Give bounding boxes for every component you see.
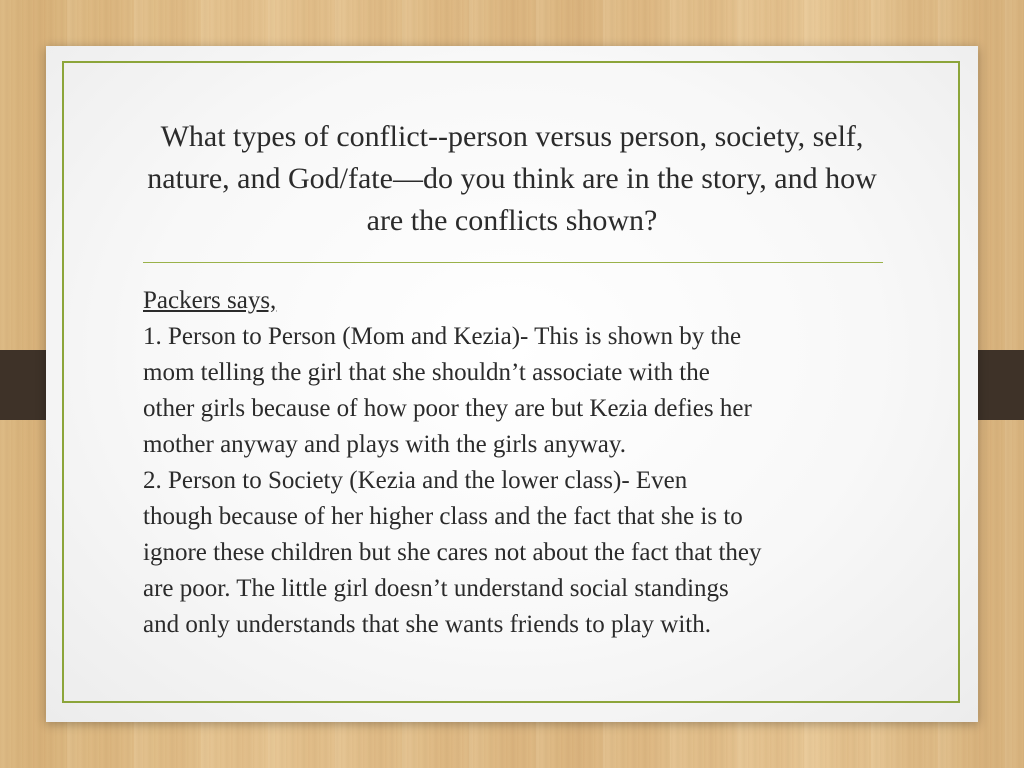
slide-paper [46,46,978,722]
title-divider [143,262,883,263]
body-lead: Packers says, [143,287,277,314]
body-line: 2. Person to Society (Kezia and the lower class)- Even [143,467,688,494]
body-line: though because of her higher class and the fact that she is to [143,503,743,530]
body-line: ignore these children but she cares not about the fact that they [143,539,762,566]
body-line: mom telling the girl that she shouldn’t associate with the [143,359,710,386]
slide-title: What types of conflict--person versus person, society, self, nature, and God/fate—do you think are in the story, and how are the conflicts shown? [147,120,877,237]
body-line: 1. Person to Person (Mom and Kezia)- This is shown by the [143,323,742,350]
body-line: other girls because of how poor they are but Kezia defies her [143,395,752,422]
slide-body [143,283,943,643]
body-line: and only understands that she wants friends to play with. [143,611,711,638]
body-line: are poor. The little girl doesn’t understand social standings [143,575,729,602]
body-line: mother anyway and plays with the girls anyway. [143,431,626,458]
